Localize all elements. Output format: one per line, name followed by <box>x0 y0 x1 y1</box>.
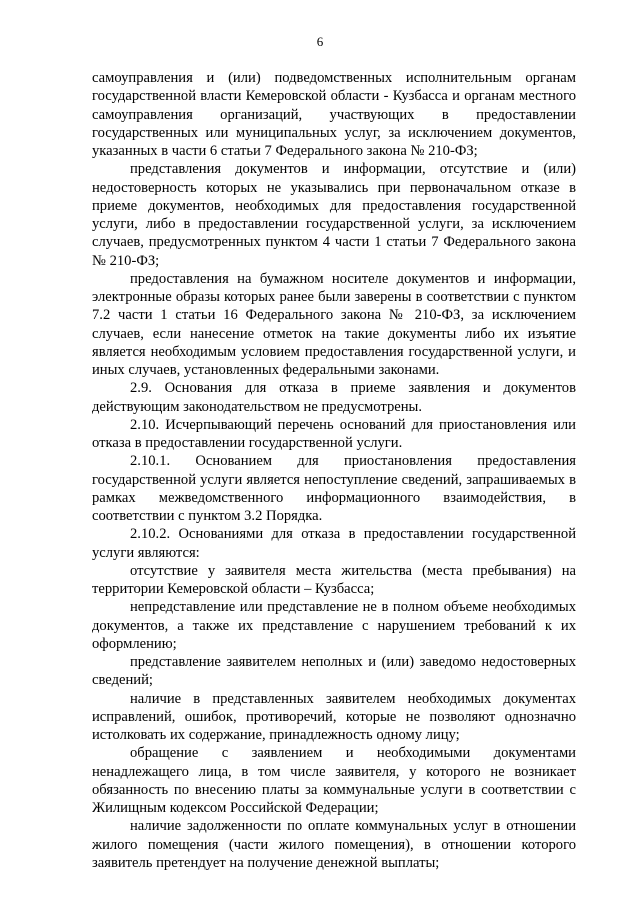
paragraph: наличие задолженности по оплате коммунальных услуг в отношении жилого помещения (части жилого помещения), в отношении которого заявитель претендует на получение денежной выплаты; <box>92 818 576 871</box>
paragraph: представления документов и информации, отсутствие и (или) недостоверность которых не указывались при первоначальном отказе в приеме документов, необходимых для предоставления государственной услуги, либо в предоставлении государственной услуги, за исключением случаев, предусмотренных пунктом 4 части 1 статьи 7 Федерального закона № 210-ФЗ; <box>92 161 576 269</box>
paragraph: обращение с заявлением и необходимыми документами ненадлежащего лица, в том числе заявителя, у которого не возникает обязанность по внесению платы за коммунальные услуги в соответствии с Жилищным кодексом Российской Федерации; <box>92 745 576 816</box>
paragraph: 2.10.1. Основанием для приостановления предоставления государственной услуги является непоступление сведений, запрашиваемых в рамках межведомственного информационного взаимодействия, в соответствии с пунктом 3.2 Порядка. <box>92 453 576 524</box>
paragraph: 2.10.2. Основаниями для отказа в предоставлении государственной услуги являются: <box>92 526 576 561</box>
paragraph: наличие в представленных заявителем необходимых документах исправлений, ошибок, противоречий, которые не позволяют однозначно истолковать их содержание, принадлежность одному лицу; <box>92 690 576 743</box>
paragraph: отсутствие у заявителя места жительства (места пребывания) на территории Кемеровской области – Кузбасса; <box>92 562 576 597</box>
page-number: 6 <box>316 34 324 49</box>
paragraph: предоставления на бумажном носителе документов и информации, электронные образы которых ранее были заверены в соответствии с пунктом 7.2 части 1 статьи 16 Федерального закона № 210-ФЗ, за исключением случаев, если нанесение отметок на такие документы либо их изъятие является необходимым условием предоставления государственной услуги, и иных случаев, установленных федеральными законами. <box>92 270 576 378</box>
paragraph: представление заявителем неполных и (или) заведомо недостоверных сведений; <box>92 654 576 689</box>
paragraph: самоуправления и (или) подведомственных исполнительным органам государственной власти Кемеровской области - Кузбасса и органам местного самоуправления организаций, участвующих в предоставлении государственных или муниципальных услуг, за исключением документов, указанных в части 6 статьи 7 Федерального закона № 210-ФЗ; <box>92 70 576 159</box>
paragraph: 2.9. Основания для отказа в приеме заявления и документов действующим законодательством не предусмотрены. <box>92 380 576 415</box>
paragraph: непредставление или представление не в полном объеме необходимых документов, а также их представление с нарушением требований к их оформлению; <box>92 599 576 652</box>
document-body <box>92 69 576 872</box>
paragraph: 2.10. Исчерпывающий перечень оснований для приостановления или отказа в предоставлении государственной услуги. <box>92 416 576 451</box>
